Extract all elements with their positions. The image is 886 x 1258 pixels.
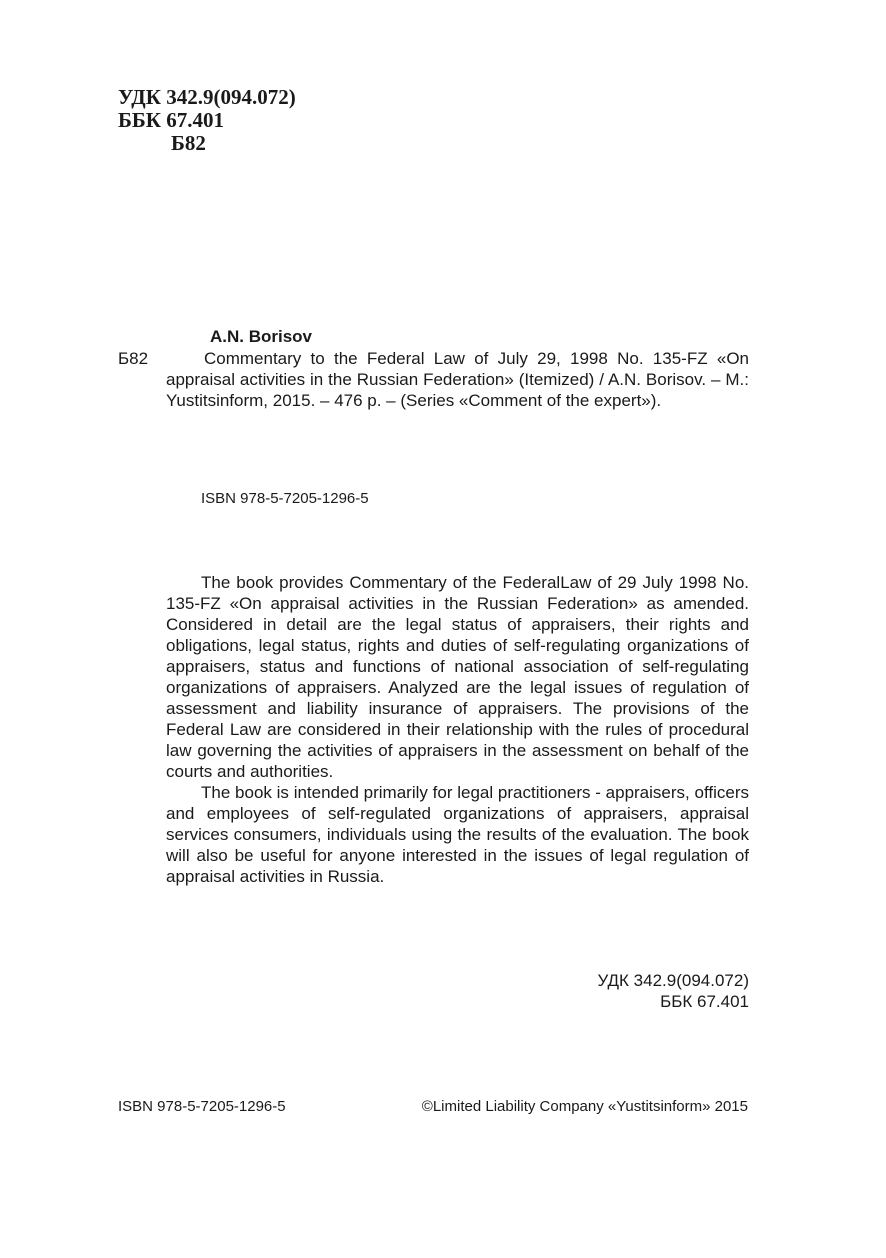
author-sign: Б82 [171, 131, 206, 155]
abstract [166, 572, 749, 887]
classification-codes [118, 86, 296, 155]
udk-code-footer: УДК 342.9(094.072) [597, 971, 749, 990]
author-name: A.N. Borisov [210, 327, 313, 346]
bbk-code-footer: ББК 67.401 [660, 992, 749, 1011]
abstract-paragraph: The book provides Commentary of the FederalLaw of 29 July 1998 No. 135-FZ «On appraisal activities in the Russian Federation» as amended. Considered in detail are the legal status of appraisers, their rights and obligations, legal status, rights and duties of self-regulating organizations of appraisers, status and functions of national association of self-regulating organizations of appraisers. Analyzed are the legal issues of regulation of assessment and liability insurance of appraisers. The provisions of the Federal Law are considered in their relationship with the rules of procedural law governing the activities of appraisers in the assessment on behalf of the courts and authorities. [166, 573, 749, 781]
footer-isbn: ISBN 978-5-7205-1296-5 [118, 1098, 286, 1115]
bbk-code: ББК 67.401 [118, 108, 224, 132]
isbn-label: ISBN 978-5-7205-1296-5 [201, 490, 369, 507]
classification-codes-footer [598, 970, 750, 1012]
copyright-notice: ©Limited Liability Company «Yustitsinform» 2015 [421, 1098, 748, 1115]
bibliographic-description: Commentary to the Federal Law of July 29, 1998 No. 135-FZ «On appraisal activities in the Russian Federation» (Itemized) / A.N. Borisov. – M.: Yustitsinform, 2015. – 476 p. – (Series «Comment of the expert»). [166, 349, 749, 410]
abstract-paragraph: The book is intended primarily for legal practitioners - appraisers, officers and employees of self-regulated organizations of appraisers, appraisal services consumers, individuals using the results of the evaluation. The book will also be useful for anyone interested in the issues of legal regulation of appraisal activities in Russia. [166, 783, 749, 886]
catalog-code: Б82 [118, 349, 149, 368]
udk-code: УДК 342.9(094.072) [118, 85, 296, 109]
